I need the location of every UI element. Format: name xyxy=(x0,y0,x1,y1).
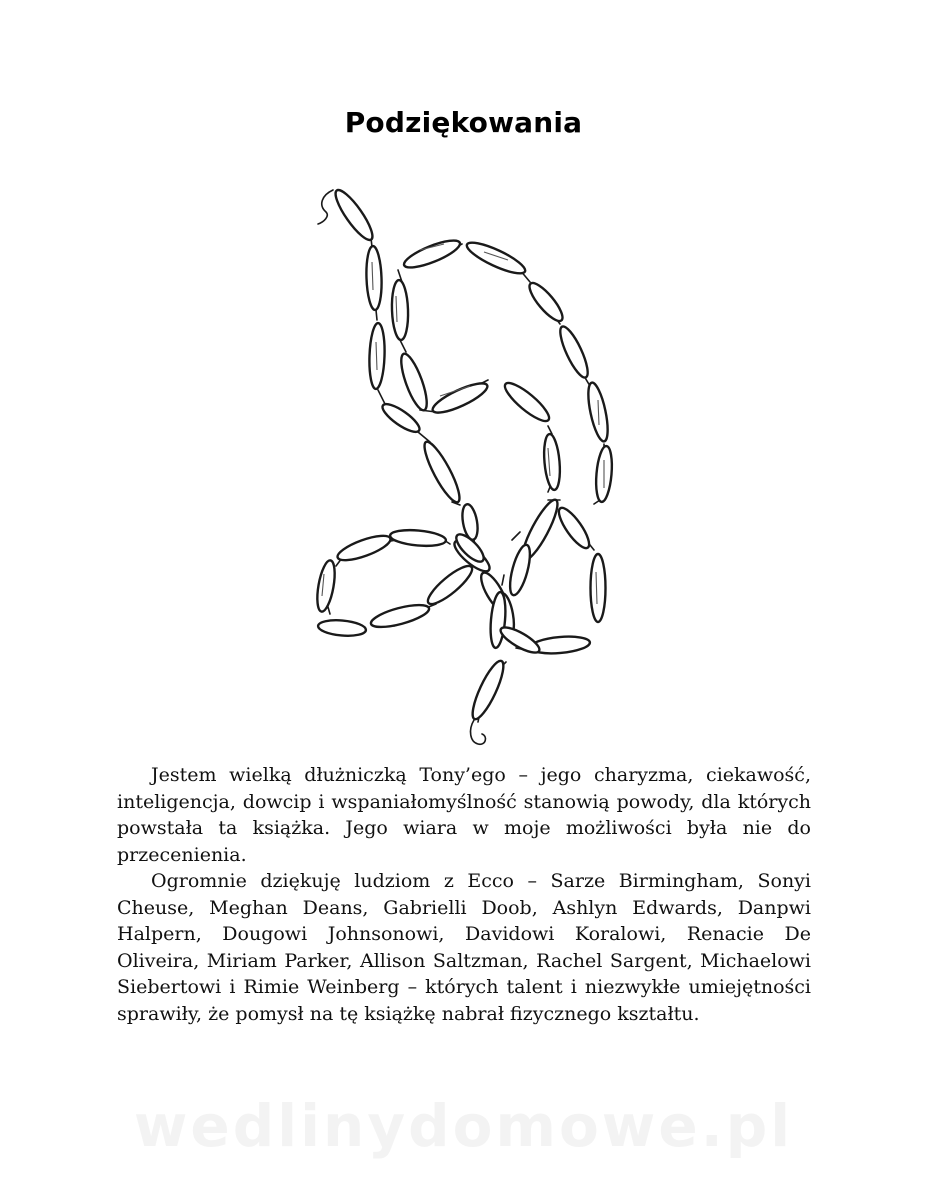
acknowledgements-text xyxy=(117,762,811,1027)
watermark: wedlinydomowe.pl xyxy=(133,1092,794,1160)
page-title: Podziękowania xyxy=(344,106,583,139)
sausage-links xyxy=(314,186,614,723)
paragraph-1: Jestem wielką dłużniczką Tony’ego – jego charyzma, ciekawość, inteligencja, dowcip i wspaniałomyślność stanowią powody, dla których powstała ta książka. Jego wiara w moje możliwości była nie do przecenienia. xyxy=(117,764,811,866)
sausage-chain-illustration xyxy=(300,180,630,760)
paragraph-2: Ogromnie dziękuję ludziom z Ecco – Sarze Birmingham, Sonyi Cheuse, Meghan Deans, Gabrielli Doob, Ashlyn Edwards, Danpwi Halpern, Dougowi Johnsonowi, Davidowi Koralowi, Renacie De Oliveira, Miriam Parker, Allison Saltzman, Rachel Sargent, Michaelowi Siebertowi i Rimie Weinberg – których talent i niezwykłe umiejętności sprawiły, że pomysł na tę książkę nabrał fizycznego kształtu. xyxy=(117,870,811,1025)
